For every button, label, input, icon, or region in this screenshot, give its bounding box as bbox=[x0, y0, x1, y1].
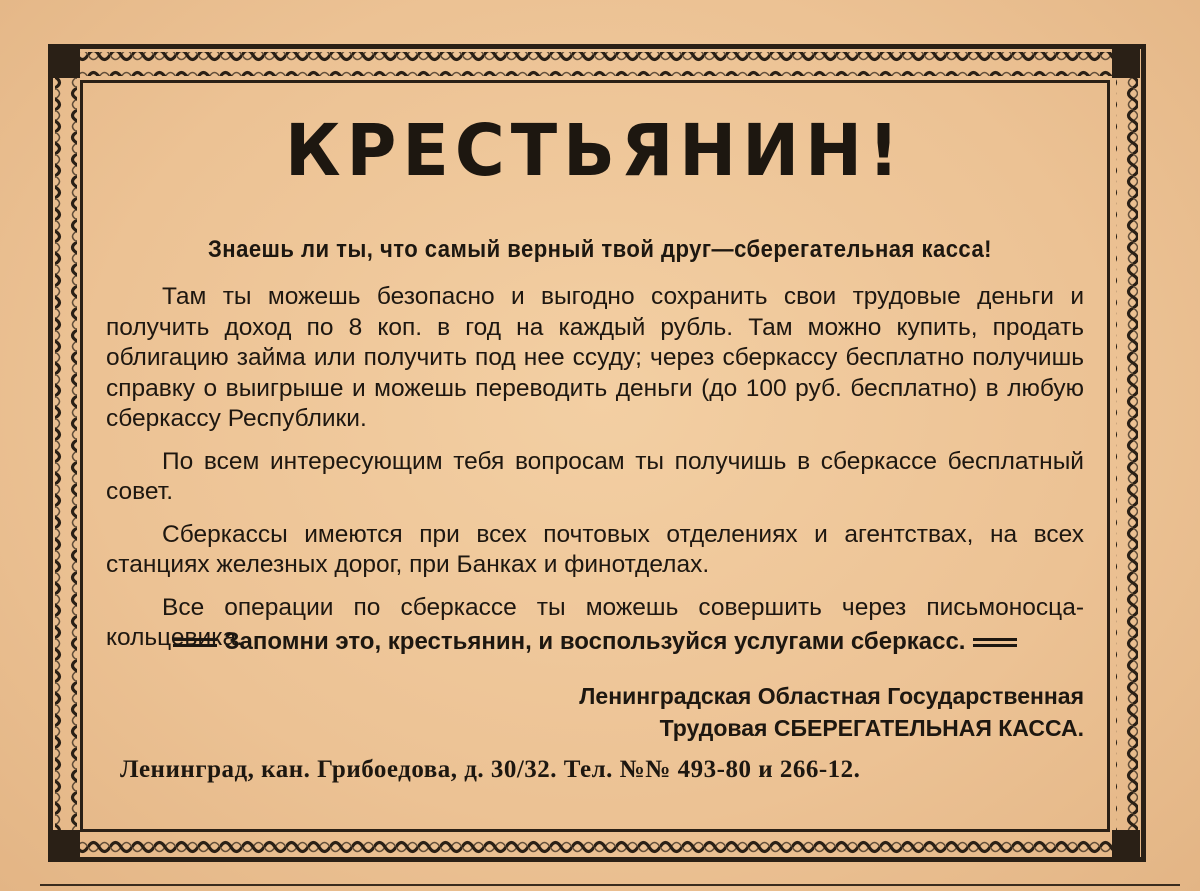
double-rule-right bbox=[973, 638, 1017, 647]
organization-line-2: Трудовая СБЕРЕГАТЕЛЬНАЯ КАССА. bbox=[659, 715, 1084, 741]
paragraph-2: По всем интересующим тебя вопросам ты получишь в сберкассе бесплатный совет. bbox=[106, 447, 1084, 505]
paragraph-1: Там ты можешь безопасно и выгодно сохранить свои трудовые деньги и получить доход по 8 коп. в год на каждый рубль. Там можно купить, продать облигацию займа или получить под нее ссуду; через сберкассу бесплатно получишь справку о выигрыше и можешь переводить деньги (до 100 руб. бесплатно) в любую сберкассу Республики. bbox=[106, 283, 1084, 432]
paragraph-3: Сберкассы имеются при всех почтовых отделениях и агентствах, на всех станциях железных дорог, при Банках и финотделах. bbox=[106, 520, 1084, 578]
subheadline: Знаешь ли ты, что самый верный твой друг—сберегательная касса! bbox=[207, 236, 993, 263]
organization-signature bbox=[579, 680, 1084, 744]
address-line: Ленинград, кан. Грибоедова, д. 30/32. Тел. №№ 493-80 и 266-12. bbox=[120, 756, 861, 783]
double-rule-left bbox=[173, 638, 217, 647]
reminder-line bbox=[100, 628, 1090, 656]
headline: КРЕСТЬЯНИН! bbox=[284, 110, 906, 193]
reminder-text: Запомни это, крестьянин, и воспользуйся услугами сберкасс. bbox=[224, 628, 966, 655]
paragraph-4: Все операции по сберкассе ты можешь совершить через письмоносца-кольцевика. bbox=[106, 593, 1084, 651]
organization-line-1: Ленинградская Областная Государственная bbox=[579, 683, 1084, 709]
page-bottom-rule bbox=[40, 884, 1180, 886]
body-text bbox=[106, 282, 1084, 666]
